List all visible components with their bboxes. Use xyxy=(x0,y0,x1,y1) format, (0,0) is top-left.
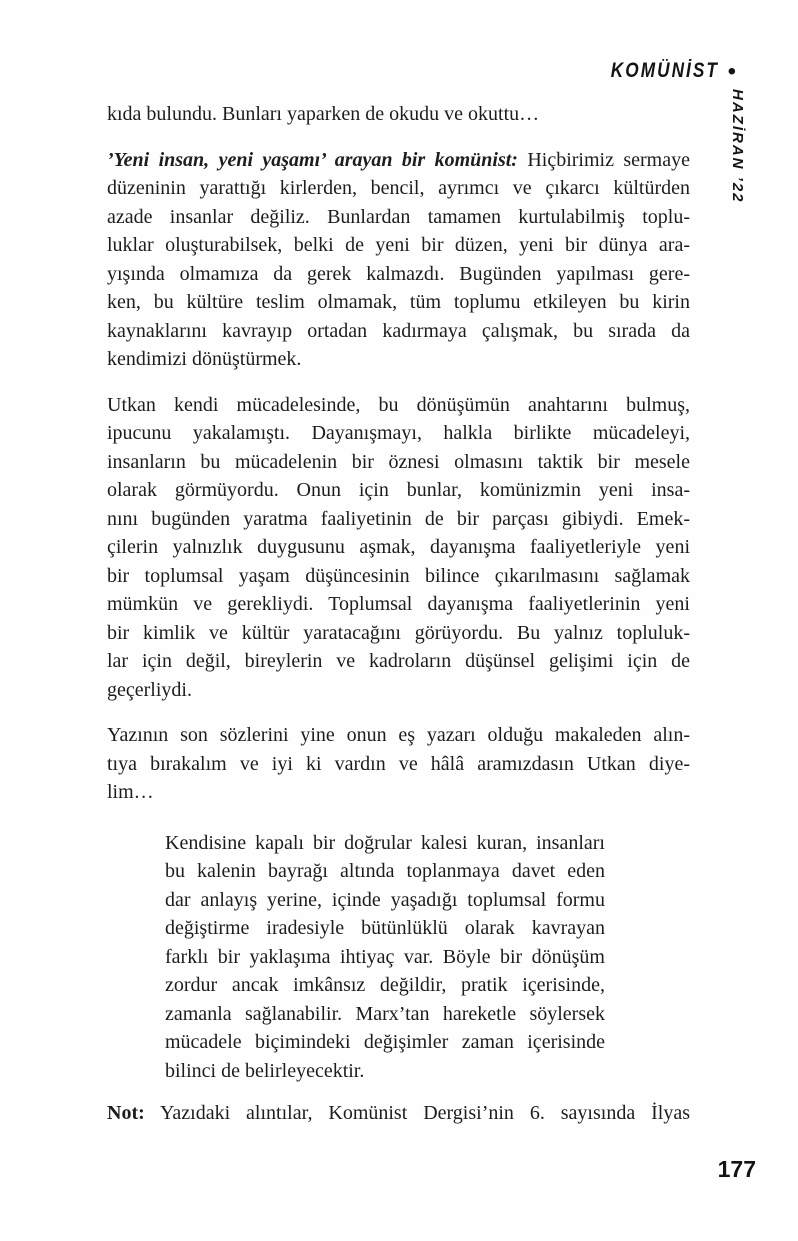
text-run: kaynaklarını kavrayıp ortadan kadırmaya çalışmak, bu sırada da xyxy=(107,319,690,342)
issue-date-vertical: HAZİRAN ’22 xyxy=(729,89,746,204)
text-line xyxy=(107,174,690,203)
text-line xyxy=(107,562,690,591)
text-line xyxy=(165,914,605,943)
text-run: kıda bulundu. Bunları yaparken de okudu ve okuttu… xyxy=(107,103,540,125)
text-run: luklar oluşturabilsek, belki de yeni bir düzen, yeni bir dünya ara- xyxy=(107,234,690,256)
text-run: insanların bu mücadelenin bir öznesi olmasını taktik bir mesele xyxy=(107,450,690,473)
text-line xyxy=(107,317,690,346)
paragraph xyxy=(107,146,690,374)
text-column xyxy=(107,100,690,1145)
text-line xyxy=(107,533,690,562)
text-line xyxy=(165,1000,605,1029)
text-line xyxy=(107,721,690,750)
text-run: ipucunu yakalamıştı. Dayanışmayı, halkla birlikte mücadeleyi, xyxy=(107,422,690,444)
text-run: azade insanlar değiliz. Bunlardan tamamen kurtulabilmiş toplu- xyxy=(107,205,690,228)
text-run: bir kimlik ve kültür yaratacağını görüyordu. Bu yalnız topluluk- xyxy=(107,621,690,644)
text-line xyxy=(107,1099,690,1128)
text-run: değiştirme iradesiyle bütünlüklü olarak kavrayan xyxy=(165,917,605,939)
text-run: Hiçbirimiz sermaye xyxy=(517,148,690,171)
text-line xyxy=(165,971,605,1000)
emphasis-run: Not: xyxy=(107,1102,145,1124)
text-run: olarak görmüyordu. Onun için bunlar, komünizmin yeni insa- xyxy=(107,479,690,501)
paragraph xyxy=(107,100,690,129)
emphasis-run: ’Yeni insan, yeni yaşamı’ arayan bir komünist: xyxy=(107,148,518,171)
text-line xyxy=(107,619,690,648)
text-line xyxy=(107,203,690,232)
paragraph xyxy=(107,1099,690,1128)
text-line xyxy=(107,100,690,129)
text-run: lar için değil, bireylerin ve kadroların düşünsel gelişimi için de xyxy=(107,650,690,672)
text-run: zamanla sağlanabilir. Marx’tan hareketle söylersek xyxy=(165,1002,605,1025)
text-line xyxy=(107,146,690,175)
text-run: lim… xyxy=(107,781,154,803)
text-line xyxy=(107,448,690,477)
text-run: bu kalenin bayrağı altında toplanmaya davet eden xyxy=(165,860,605,882)
text-run: Utkan kendi mücadelesinde, bu dönüşümün anahtarını bulmuş, xyxy=(107,393,690,416)
text-run: zordur ancak imkânsız değildir, pratik içerisinde, xyxy=(165,974,605,996)
text-line xyxy=(107,391,690,420)
text-line xyxy=(165,829,605,858)
text-run: mücadele biçimindeki değişimler zaman içerisinde xyxy=(165,1031,605,1053)
text-line xyxy=(165,1057,605,1086)
paragraph xyxy=(107,721,690,807)
paragraph xyxy=(107,391,690,705)
text-run: kendimizi dönüştürmek. xyxy=(107,348,302,370)
text-line xyxy=(107,778,690,807)
text-run: çilerin yalnızlık duygusunu aşmak, dayanışma faaliyetleriyle yeni xyxy=(107,536,690,558)
text-line xyxy=(107,647,690,676)
text-run: Kendisine kapalı bir doğrular kalesi kuran, insanları xyxy=(165,831,605,854)
text-run: ken, bu kültüre teslim olmamak, tüm toplumu etkileyen bu kirin xyxy=(107,291,690,313)
text-line xyxy=(107,288,690,317)
running-head: KOMÜNİST • xyxy=(610,58,736,85)
page-number: 177 xyxy=(717,1156,756,1182)
magazine-title: KOMÜNİST xyxy=(610,59,719,82)
text-line xyxy=(165,886,605,915)
text-line xyxy=(107,750,690,779)
text-line xyxy=(165,857,605,886)
text-run: düzeninin yarattığı kirlerden, bencil, ayrımcı ve çıkarcı kültürden xyxy=(107,177,690,199)
text-run: farklı bir yaklaşıma ihtiyaç var. Böyle bir dönüşüm xyxy=(165,945,605,968)
text-line xyxy=(107,419,690,448)
text-run: mümkün ve gerekliydi. Toplumsal dayanışma faaliyetlerinin yeni xyxy=(107,593,690,615)
block-quote xyxy=(165,829,605,1086)
text-run: yışında olmamıza da gerek kalmazdı. Bugünden yapılması gere- xyxy=(107,262,690,285)
text-line xyxy=(107,231,690,260)
text-run: Yazının son sözlerini yine onun eş yazarı olduğu makaleden alın- xyxy=(107,724,690,746)
text-run: bilinci de belirleyecektir. xyxy=(165,1059,365,1082)
text-line xyxy=(107,676,690,705)
text-run: bir toplumsal yaşam düşüncesinin bilince çıkarılmasını sağlamak xyxy=(107,564,690,587)
text-line xyxy=(107,505,690,534)
text-run: geçerliydi. xyxy=(107,678,192,701)
text-line xyxy=(165,943,605,972)
text-line xyxy=(165,1028,605,1057)
text-run: tıya bırakalım ve iyi ki vardın ve hâlâ aramızdasın Utkan diye- xyxy=(107,752,690,775)
text-line xyxy=(107,476,690,505)
text-line xyxy=(107,260,690,289)
text-run: nını bugünden yaratma faaliyetinin de bir parçası gibiydi. Emek- xyxy=(107,507,690,530)
text-line xyxy=(107,345,690,374)
text-run: Yazıdaki alıntılar, Komünist Dergisi’nin 6. sayısında İlyas xyxy=(144,1102,690,1124)
text-line xyxy=(107,590,690,619)
text-run: dar anlayış yerine, içinde yaşadığı toplumsal formu xyxy=(165,888,605,911)
